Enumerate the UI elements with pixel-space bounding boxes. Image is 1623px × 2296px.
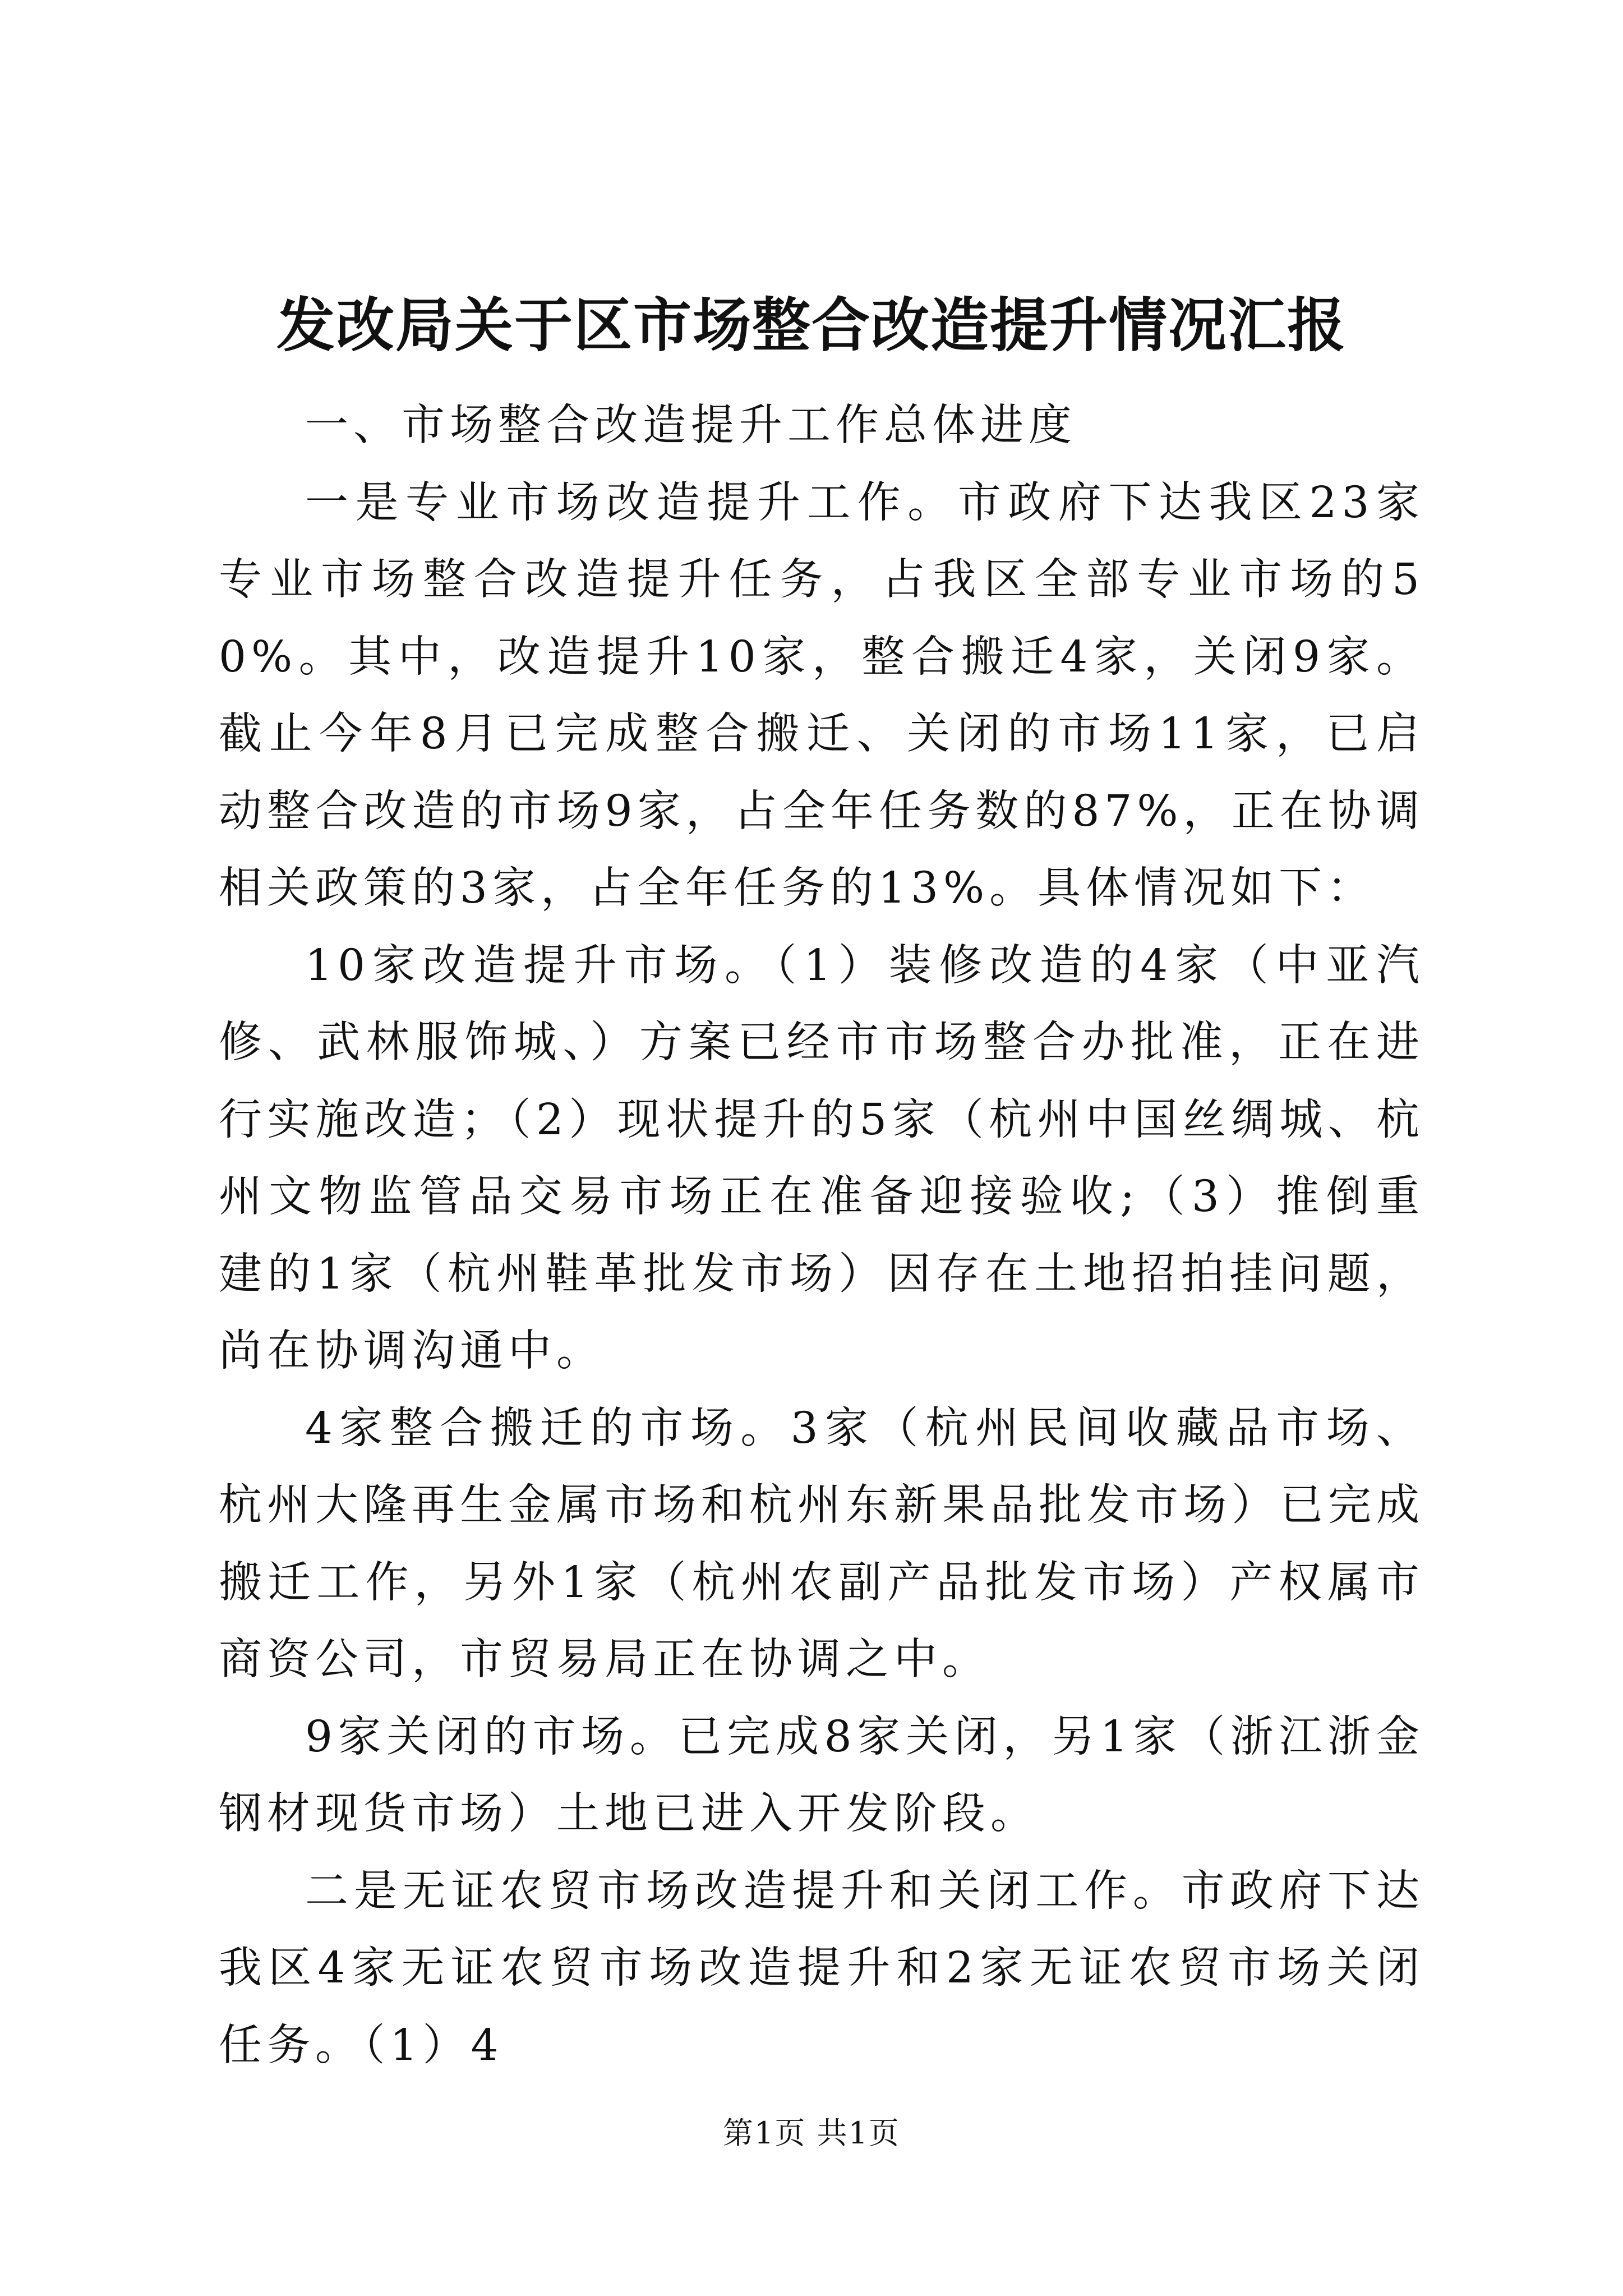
paragraph-farmers-markets: 二是无证农贸市场改造提升和关闭工作。市政府下达我区4家无证农贸市场改造提升和2家无证农贸市场关闭任务。（1）4 bbox=[219, 1866, 1424, 2070]
paragraph-professional-markets: 一是专业市场改造提升工作。市政府下达我区23家专业市场整合改造提升任务，占我区全部专业市场的50%。其中，改造提升10家，整合搬迁4家，关闭9家。截止今年8月已完成整合搬迁、关闭的市场11家，已启动整合改造的市场9家，占全年任务数的87%，正在协调相关政策的3家，占全年任务的13%。具体情况如下： bbox=[219, 477, 1424, 913]
paragraph-relocation-markets: 4家整合搬迁的市场。3家（杭州民间收藏品市场、杭州大隆再生金属市场和杭州东新果品批发市场）已完成搬迁工作，另外1家（杭州农副产品批发市场）产权属市商资公司，市贸易局正在协调之中。 bbox=[219, 1403, 1424, 1685]
paragraph-closed-markets: 9家关闭的市场。已完成8家关闭，另1家（浙江浙金钢材现货市场）土地已进入开发阶段。 bbox=[219, 1711, 1424, 1839]
section-heading: 一、市场整合改造提升工作总体进度 bbox=[305, 401, 1077, 450]
page-footer: 第1页 共1页 bbox=[723, 2115, 900, 2151]
document-body bbox=[219, 387, 1424, 2084]
document-title: 发改局关于区市场整合改造提升情况汇报 bbox=[276, 291, 1347, 360]
paragraph-renovation-markets: 10家改造提升市场。（1）装修改造的4家（中亚汽修、武林服饰城、）方案已经市市场整合办批准，正在进行实施改造；（2）现状提升的5家（杭州中国丝绸城、杭州文物监管品交易市场正在准备迎接验收;（3）推倒重建的1家（杭州鞋革批发市场）因存在土地招拍挂问题，尚在协调沟通中。 bbox=[219, 940, 1424, 1376]
